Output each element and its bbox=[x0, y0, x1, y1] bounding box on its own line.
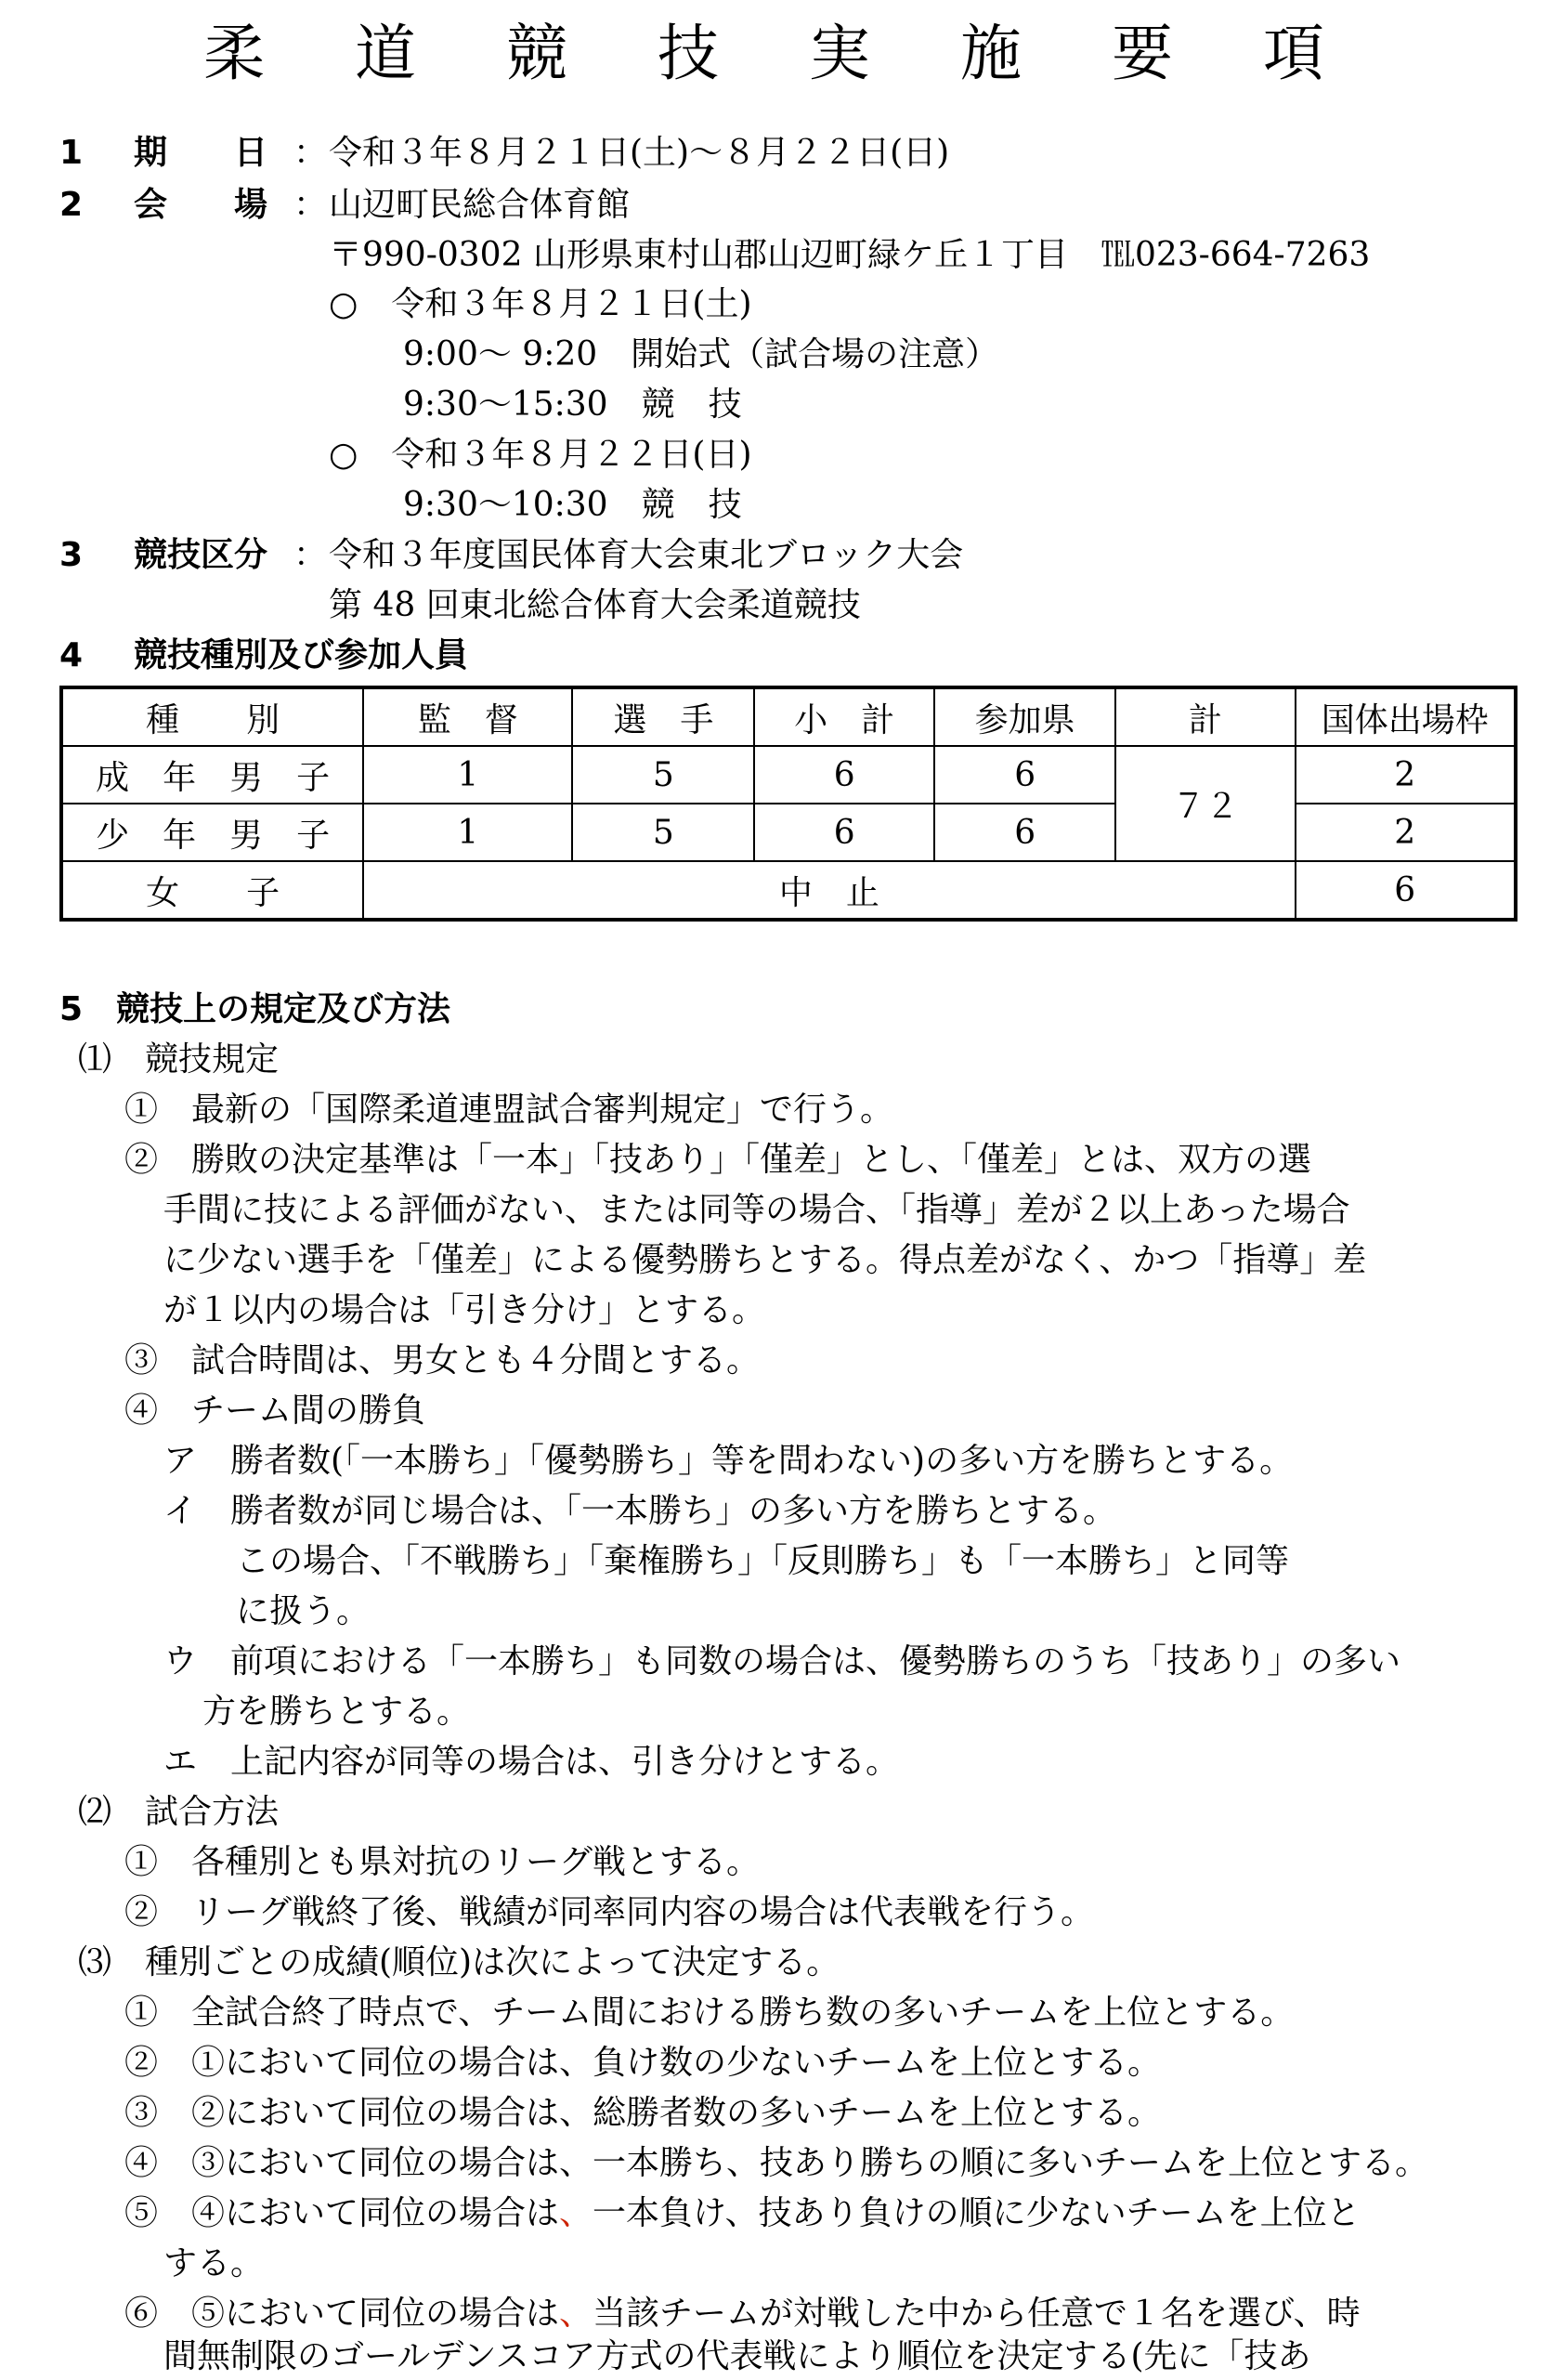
schedule-day1-time2: 9:30～15:30 競 技 bbox=[403, 386, 742, 424]
venue-address: 〒990-0302 山形県東村山郡山辺町緑ケ丘１丁目 ℡023-664-7263 bbox=[329, 236, 1371, 274]
cell-kokutai-slots: 2 bbox=[1296, 804, 1517, 861]
cell-players: 5 bbox=[572, 746, 754, 804]
rule-4-u-line1: ウ 前項における「一本勝ち」も同数の場合は、優勢勝ちのうち「技あり」の多い bbox=[163, 1642, 1401, 1680]
cell-grand-total: ７２ bbox=[1115, 746, 1295, 861]
competition-category-1: 令和３年度国民体育大会東北ブロック大会 bbox=[329, 536, 964, 574]
rule-4-i-line2: この場合、「不戦勝ち」「棄権勝ち」「反則勝ち」も「一本勝ち」と同等 bbox=[236, 1542, 1290, 1580]
section-4-number: 4 bbox=[59, 636, 84, 674]
table-row bbox=[61, 746, 1516, 804]
header-manager: 監 督 bbox=[363, 687, 572, 746]
header-players: 選 手 bbox=[572, 687, 754, 746]
section-3-number: 3 bbox=[59, 536, 84, 574]
table-row bbox=[61, 804, 1516, 861]
section-1-number: 1 bbox=[59, 134, 84, 172]
cell-players: 5 bbox=[572, 804, 754, 861]
schedule-day1: ○ 令和３年８月２１日(土) bbox=[329, 285, 752, 323]
cell-cancelled: 中 止 bbox=[363, 861, 1295, 920]
rule-4-i-line3: に扱う。 bbox=[236, 1592, 371, 1630]
cell-manager: 1 bbox=[363, 804, 572, 861]
schedule-day1-time1: 9:00～ 9:20 開始式（試合場の注意） bbox=[403, 335, 999, 373]
method-1: ① 各種別とも県対抗のリーグ戦とする。 bbox=[124, 1843, 761, 1881]
section-3-label: 競技区分 bbox=[134, 536, 268, 574]
cell-type: 少 年 男 子 bbox=[61, 804, 363, 861]
ranking-5-text-b: 一本負け、技あり負けの順に少ないチームを上位と bbox=[593, 2194, 1361, 2232]
cell-kokutai-slots: 6 bbox=[1296, 861, 1517, 920]
section-2-label: 会 場 bbox=[134, 186, 268, 224]
ranking-5-red-comma: 、 bbox=[559, 2194, 593, 2232]
ranking-6-line2: 間無制限のゴールデンスコア方式の代表戦により順位を決定する(先に「技あ bbox=[163, 2337, 1311, 2375]
cell-prefectures: 6 bbox=[934, 804, 1115, 861]
section-1-label: 期 日 bbox=[134, 134, 268, 172]
section-2-number: 2 bbox=[59, 186, 84, 224]
table-row bbox=[61, 861, 1516, 920]
ranking-4: ④ ③において同位の場合は、一本勝ち、技あり勝ちの順に多いチームを上位とする。 bbox=[124, 2144, 1429, 2182]
rule-2-line4: が１以内の場合は「引き分け」とする。 bbox=[163, 1291, 766, 1329]
header-prefectures: 参加県 bbox=[934, 687, 1115, 746]
rule-3: ③ 試合時間は、男女とも４分間とする。 bbox=[124, 1341, 761, 1380]
sub-1-title: ⑴ 競技規定 bbox=[78, 1040, 280, 1079]
header-subtotal: 小 計 bbox=[754, 687, 934, 746]
method-2: ② リーグ戦終了後、戦績が同率同内容の場合は代表戦を行う。 bbox=[124, 1893, 1095, 1931]
document-title: 柔 道 競 技 実 施 要 項 bbox=[203, 18, 1360, 89]
rule-2-line3: に少ない選手を「僅差」による優勢勝ちとする。得点差がなく、かつ「指導」差 bbox=[163, 1241, 1367, 1279]
rule-1: ① 最新の「国際柔道連盟試合審判規定」で行う。 bbox=[124, 1091, 894, 1129]
cell-manager: 1 bbox=[363, 746, 572, 804]
rule-4-i-line1: イ 勝者数が同じ場合は、「一本勝ち」の多い方を勝ちとする。 bbox=[163, 1492, 1117, 1530]
venue-name: 山辺町民総合体育館 bbox=[329, 186, 631, 224]
rule-4-e: エ 上記内容が同等の場合は、引き分けとする。 bbox=[163, 1743, 900, 1781]
ranking-6-text-b: 当該チームが対戦した中から任意で１名を選び、時 bbox=[593, 2295, 1361, 2333]
ranking-6-red-comma: 、 bbox=[559, 2295, 593, 2333]
header-kokutai-slots: 国体出場枠 bbox=[1296, 687, 1517, 746]
rule-4: ④ チーム間の勝負 bbox=[124, 1392, 426, 1430]
participants-table bbox=[59, 686, 1517, 922]
section-1-value: 令和３年８月２１日(土)～８月２２日(日) bbox=[329, 134, 950, 172]
ranking-5-line2: する。 bbox=[163, 2244, 265, 2282]
ranking-1: ① 全試合終了時点で、チーム間における勝ち数の多いチームを上位とする。 bbox=[124, 1994, 1295, 2032]
cell-prefectures: 6 bbox=[934, 746, 1115, 804]
header-total: 計 bbox=[1115, 687, 1295, 746]
cell-subtotal: 6 bbox=[754, 804, 934, 861]
competition-category-2: 第 48 回東北総合体育大会柔道競技 bbox=[329, 586, 861, 624]
sub-3-title: ⑶ 種別ごとの成績(順位)は次によって決定する。 bbox=[78, 1943, 840, 1981]
rule-4-u-line2: 方を勝ちとする。 bbox=[202, 1693, 471, 1731]
table-header-row bbox=[61, 687, 1516, 746]
header-type: 種 別 bbox=[61, 687, 363, 746]
schedule-day2: ○ 令和３年８月２２日(日) bbox=[329, 436, 752, 474]
ranking-5-text-a: ⑤ ④において同位の場合は bbox=[124, 2194, 560, 2232]
section-5-heading: 5 競技上の規定及び方法 bbox=[59, 990, 451, 1028]
ranking-6-line1 bbox=[124, 2291, 1361, 2337]
ranking-6-text-a: ⑥ ⑤において同位の場合は bbox=[124, 2295, 560, 2333]
schedule-day2-time1: 9:30～10:30 競 技 bbox=[403, 486, 742, 524]
rule-2-line1: ② 勝敗の決定基準は「一本」「技あり」「僅差」とし、「僅差」とは、双方の選 bbox=[124, 1141, 1312, 1179]
ranking-2: ② ①において同位の場合は、負け数の少ないチームを上位とする。 bbox=[124, 2044, 1162, 2082]
cell-kokutai-slots: 2 bbox=[1296, 746, 1517, 804]
ranking-5-line1 bbox=[124, 2190, 1361, 2237]
section-3-colon: ： bbox=[293, 536, 328, 574]
cell-type: 女 子 bbox=[61, 861, 363, 920]
cell-type: 成 年 男 子 bbox=[61, 746, 363, 804]
sub-2-title: ⑵ 試合方法 bbox=[78, 1793, 280, 1831]
rule-4-a: ア 勝者数(「一本勝ち」「優勢勝ち」等を問わない)の多い方を勝ちとする。 bbox=[163, 1442, 1294, 1480]
rule-2-line2: 手間に技による評価がない、または同等の場合、「指導」差が２以上あった場合 bbox=[163, 1191, 1350, 1229]
section-4-label: 競技種別及び参加人員 bbox=[134, 636, 469, 674]
ranking-3: ③ ②において同位の場合は、総勝者数の多いチームを上位とする。 bbox=[124, 2094, 1162, 2132]
cell-subtotal: 6 bbox=[754, 746, 934, 804]
section-2-colon: ： bbox=[293, 186, 328, 224]
section-1-colon: ： bbox=[293, 134, 328, 172]
